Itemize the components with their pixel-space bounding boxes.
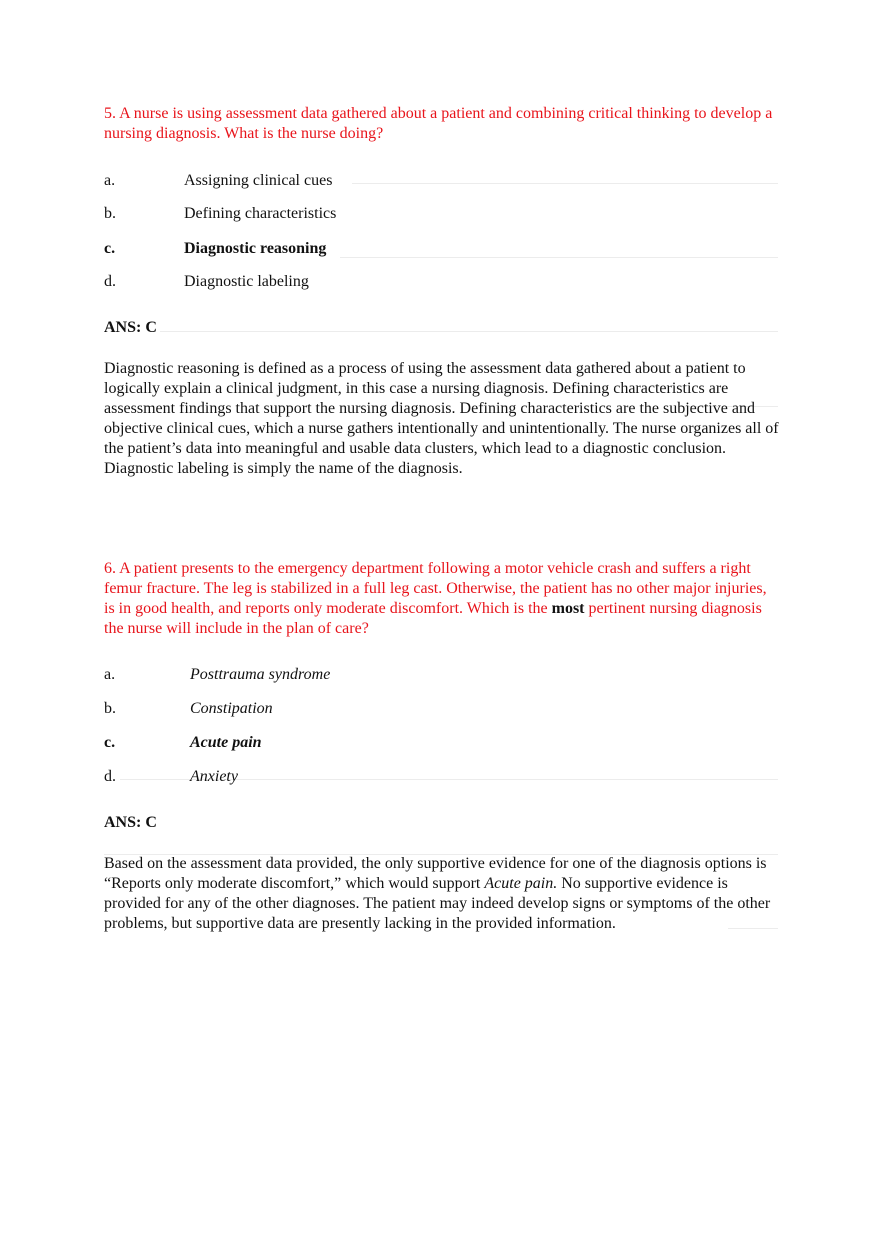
option-letter: c. xyxy=(104,734,116,751)
option-letter: d. xyxy=(104,768,116,785)
option-text: Defining characteristics xyxy=(184,205,337,222)
faint-rule xyxy=(160,331,778,332)
option-letter: a. xyxy=(104,666,116,683)
question-5-text: 5. A nurse is using assessment data gathered about a patient and combining critical thinking to develop a nursing diagnosis. What is the nurse doing? xyxy=(104,105,773,142)
option-text-correct: Diagnostic reasoning xyxy=(184,240,327,257)
faint-rule xyxy=(352,183,778,184)
q6-rationale xyxy=(104,854,780,934)
option-text: Diagnostic labeling xyxy=(184,273,309,290)
q6-answer: ANS: C xyxy=(104,814,157,831)
option-text: Posttrauma syndrome xyxy=(190,666,331,683)
option-text-correct: Acute pain xyxy=(190,734,262,751)
option-letter: b. xyxy=(104,700,116,717)
q6-rationale-post: No supportive evidence is provided for any of the other diagnoses. The patient may indeed develop signs or symptoms of the other problems, but supportive data are presently lacking in the provided information. xyxy=(104,875,771,932)
q6-rationale-italic: Acute pain. xyxy=(484,875,558,892)
q5-answer: ANS: C xyxy=(104,319,157,336)
option-text: Constipation xyxy=(190,700,273,717)
q6-rationale-pre: Based on the assessment data provided, the only supportive evidence for one of the diagnosis options is “Reports only moderate discomfort,” which would support xyxy=(104,855,767,892)
q5-rationale: Diagnostic reasoning is defined as a process of using the assessment data gathered about a patient to logically explain a clinical judgment, in this case a nursing diagnosis. Defining characteristics are assessment findings that support the nursing diagnosis. Defining characteristics are the subjective and objective clinical cues, which a nurse gathers intentionally and unintentionally. The nurse organizes all of the patient’s data into meaningful and usable data clusters, which lead to a diagnostic conclusion. Diagnostic labeling is simply the name of the diagnosis. xyxy=(104,360,779,477)
option-letter: b. xyxy=(104,205,116,222)
q6-question-emphasis: most xyxy=(551,600,585,617)
option-letter: c. xyxy=(104,240,116,257)
question-6-text xyxy=(104,559,780,639)
option-letter: a. xyxy=(104,172,116,189)
option-text: Anxiety xyxy=(190,768,238,785)
option-text: Assigning clinical cues xyxy=(184,172,333,189)
faint-rule xyxy=(340,257,778,258)
option-letter: d. xyxy=(104,273,116,290)
q6-question-post: pertinent nursing diagnosis the nurse will include in the plan of care? xyxy=(104,600,762,637)
q6-question-pre: 6. A patient presents to the emergency department following a motor vehicle crash and suffers a right femur fracture. The leg is stabilized in a full leg cast. Otherwise, the patient has no other major injuries, is in good health, and reports only moderate discomfort. Which is the xyxy=(104,560,767,617)
